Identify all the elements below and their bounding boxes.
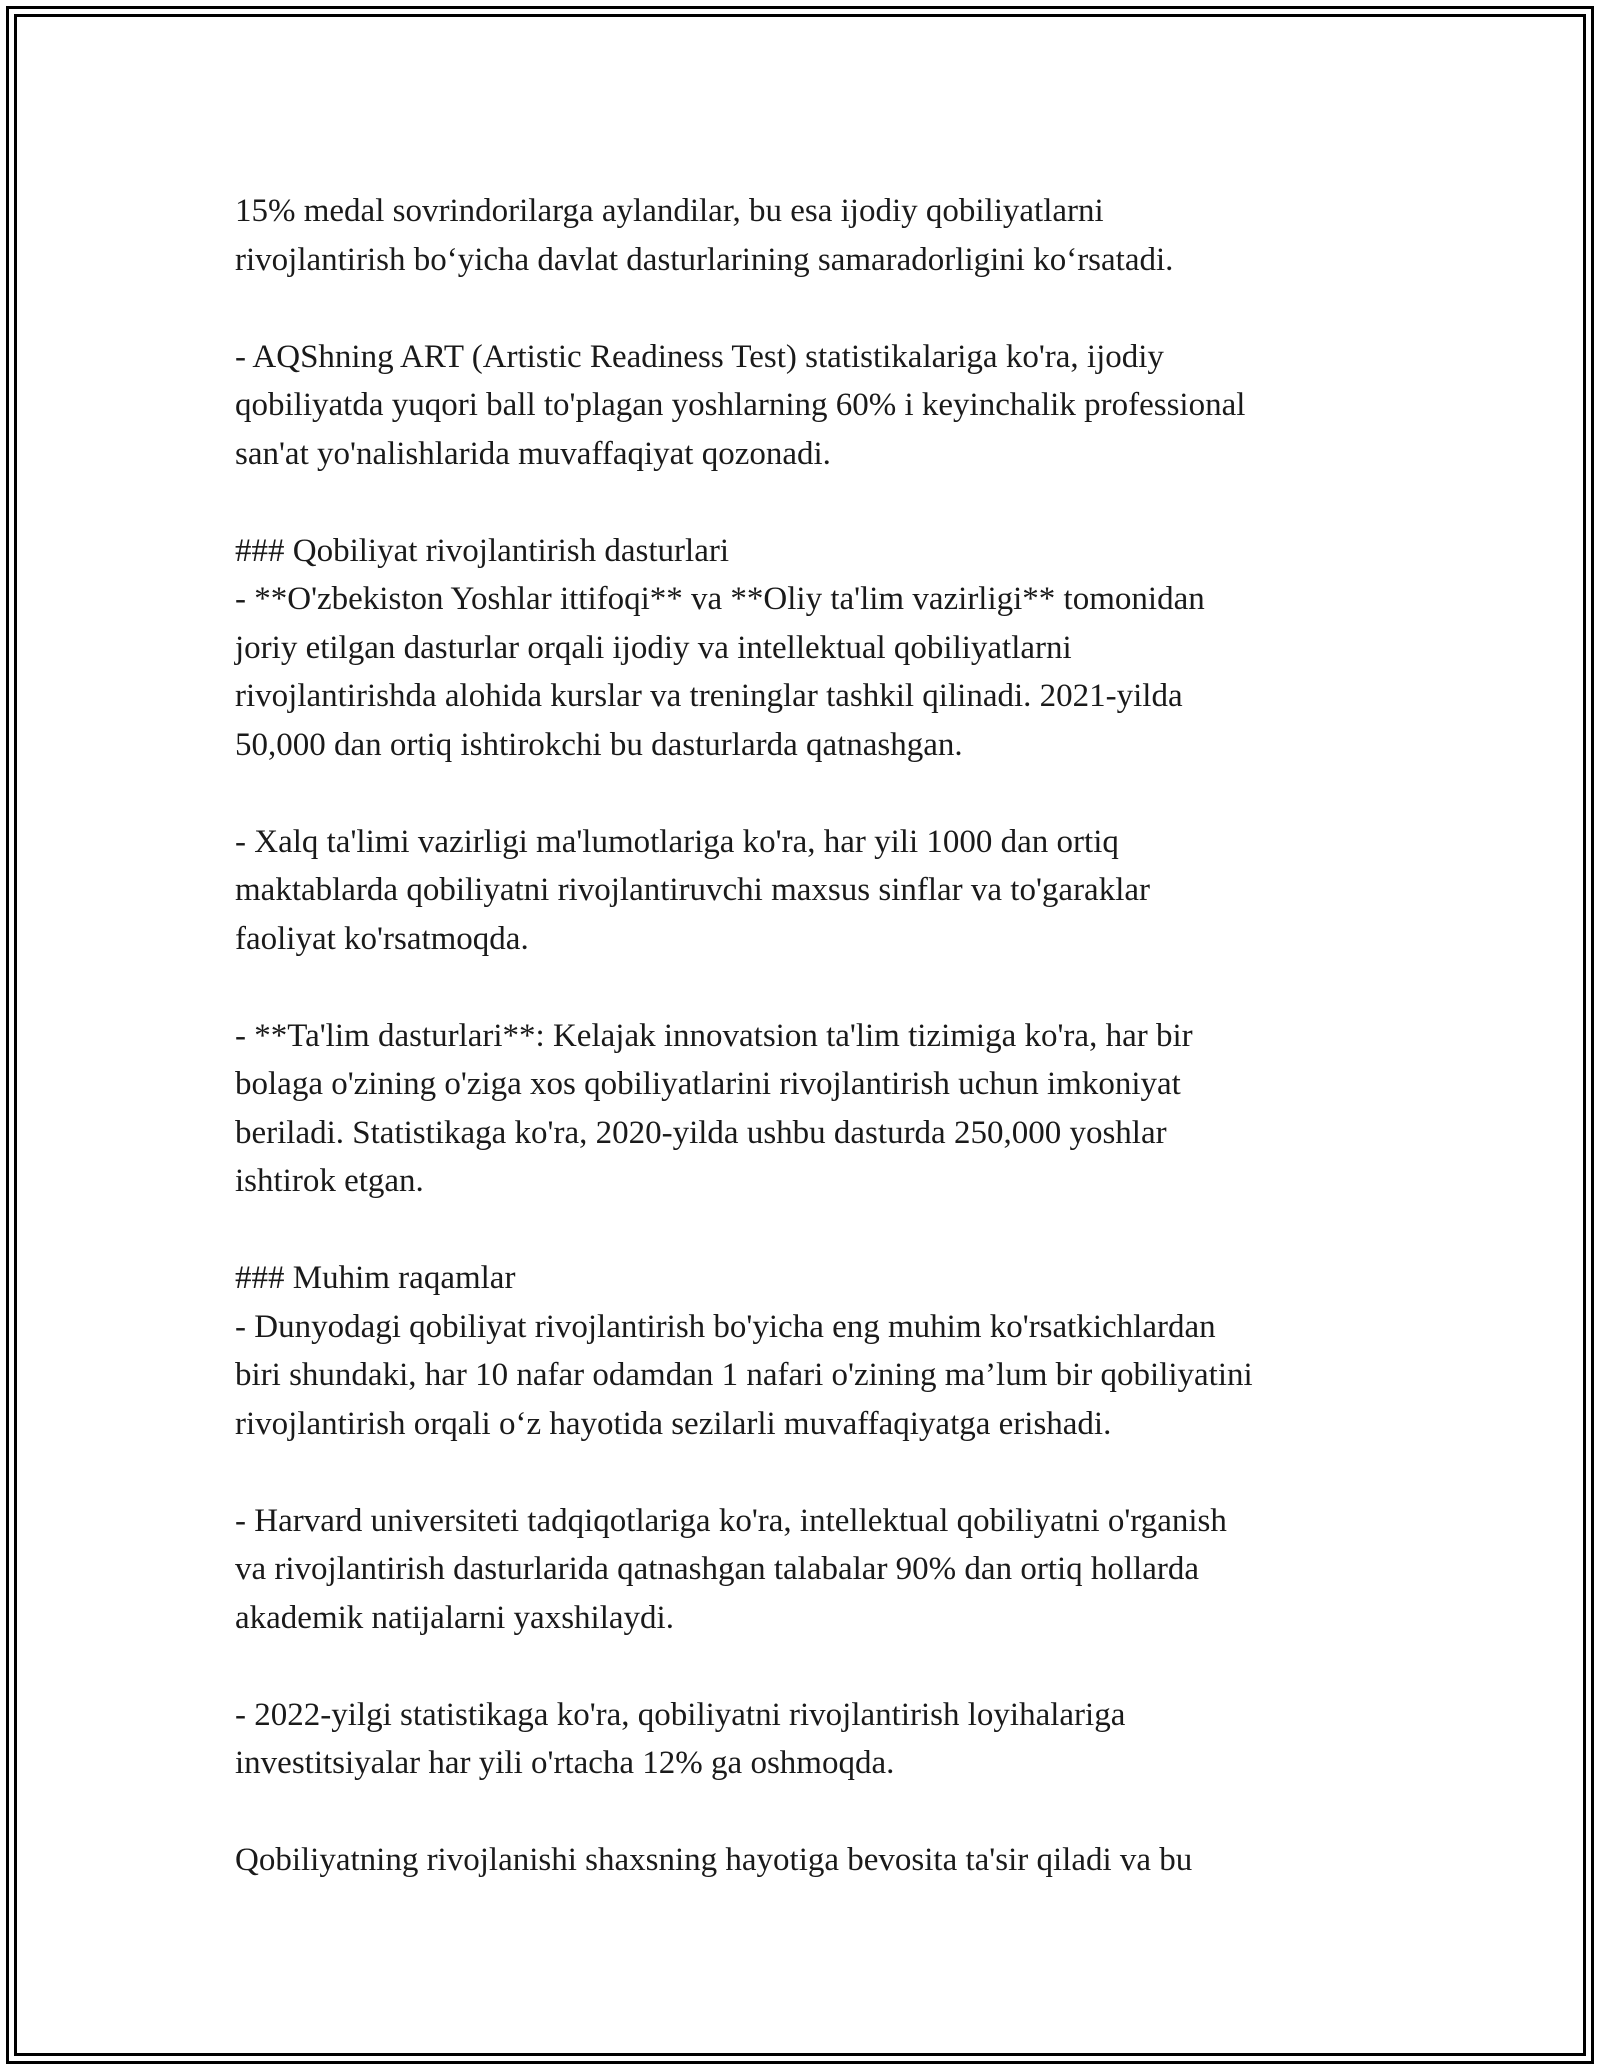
paragraph-closing: Qobiliyatning rivojlanishi shaxsning hayotiga bevosita ta'sir qiladi va bu xyxy=(235,1842,1193,1878)
section-heading-figures: ### Muhim raqamlar xyxy=(235,1260,516,1296)
paragraph-youth-union: - **O'zbekiston Yoshlar ittifoqi** va **Oliy ta'lim vazirligi** tomonidan joriy etilgan dasturlar orqali ijodiy va intellektual qobiliyatlarni rivojlantirishda alohida kurslar va treninglar tashkil qilinadi. 2021-yilda 50,000 dan ortiq ishtirokchi bu dasturlarda qatnashgan. xyxy=(235,581,1205,763)
paragraph-world-indicator: - Dunyodagi qobiliyat rivojlantirish bo'yicha eng muhim ko'rsatkichlardan biri shundaki, har 10 nafar odamdan 1 nafari o'zining ma’lum bir qobiliyatini rivojlantirish orqali o‘z hayotida sezilarli muvaffaqiyatga erishadi. xyxy=(235,1308,1253,1442)
paragraph-investments-2022: - 2022-yilgi statistikaga ko'ra, qobiliyatni rivojlantirish loyihalariga investitsiyalar har yili o'rtacha 12% ga oshmoqda. xyxy=(235,1696,1126,1781)
paragraph-intro-continuation: 15% medal sovrindorilarga aylandilar, bu esa ijodiy qobiliyatlarni rivojlantirish bo‘yicha davlat dasturlarining samaradorligini ko‘rsatadi. xyxy=(235,193,1174,278)
section-heading-programs: ### Qobiliyat rivojlantirish dasturlari xyxy=(235,532,730,569)
paragraph-harvard: - Harvard universiteti tadqiqotlariga ko'ra, intellektual qobiliyatni o'rganish va rivojlantirish dasturlarida qatnashgan talabalar 90% dan ortiq hollarda akademik natijalarni yaxshilaydi. xyxy=(235,1502,1227,1636)
paragraph-education-programs: - **Ta'lim dasturlari**: Kelajak innovatsion ta'lim tizimiga ko'ra, har bir bolaga o'zining o'ziga xos qobiliyatlarini rivojlantirish uchun imkoniyat beriladi. Statistikaga ko'ra, 2020-yilda ushbu dasturda 250,000 yoshlar ishtirok etgan. xyxy=(235,1017,1193,1199)
paragraph-art-stat: - AQShning ART (Artistic Readiness Test) statistikalariga ko'ra, ijodiy qobiliyatda yuqori ball to'plagan yoshlarning 60% i keyinchalik professional san'at yo'nalishlarida muvaffaqiyat qozonadi. xyxy=(235,338,1246,472)
paragraph-public-education: - Xalq ta'limi vazirligi ma'lumotlariga ko'ra, har yili 1000 dan ortiq maktablarda qobiliyatni rivojlantiruvchi maxsus sinflar va to'garaklar faoliyat ko'rsatmoqda. xyxy=(235,823,1151,957)
document-body xyxy=(235,187,1395,1933)
